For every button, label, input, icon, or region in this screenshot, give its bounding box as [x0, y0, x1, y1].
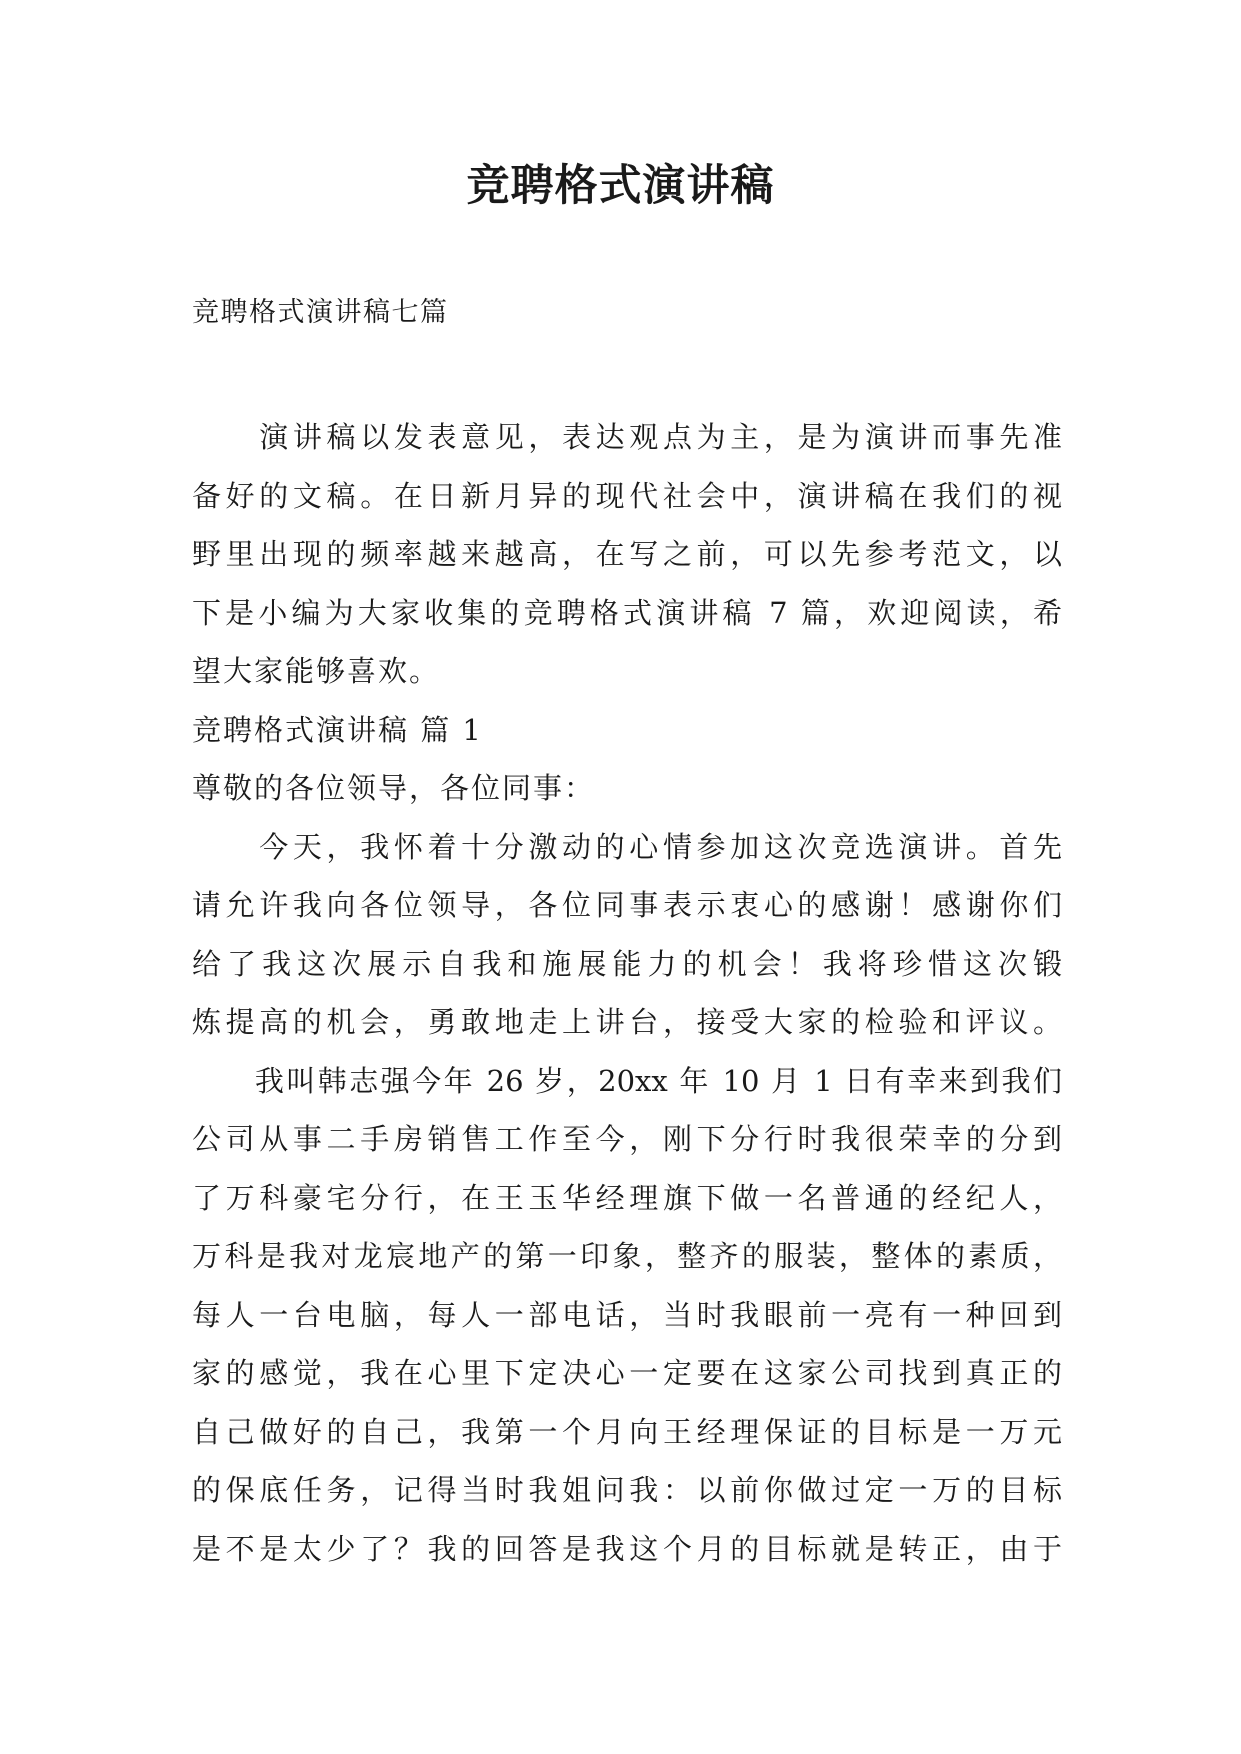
- body-line: 我叫韩志强今年 26 岁，20xx 年 10 月 1 日有幸来到我们: [192, 1063, 1062, 1098]
- body-line: 了万科豪宅分行，在王玉华经理旗下做一名普通的经纪人，: [192, 1180, 1062, 1215]
- body-line: 今天，我怀着十分激动的心情参加这次竞选演讲。首先: [192, 829, 1062, 864]
- body-line: 望大家能够喜欢。: [192, 654, 441, 688]
- body-line: 是不是太少了？我的回答是我这个月的目标就是转正，由于: [192, 1531, 1062, 1566]
- body-line: 给了我这次展示自我和施展能力的机会！我将珍惜这次锻: [192, 946, 1062, 981]
- body-line: 万科是我对龙宸地产的第一印象，整齐的服装，整体的素质，: [192, 1239, 1062, 1273]
- body-line: 的保底任务，记得当时我姐问我：以前你做过定一万的目标: [192, 1473, 1062, 1507]
- body-line: 公司从事二手房销售工作至今，刚下分行时我很荣幸的分到: [192, 1122, 1062, 1156]
- document-title: 竞聘格式演讲稿: [466, 161, 775, 211]
- body-line: 野里出现的频率越来越高，在写之前，可以先参考范文，以: [192, 537, 1062, 571]
- salutation: 尊敬的各位领导，各位同事：: [192, 771, 596, 805]
- body-line: 下是小编为大家收集的竞聘格式演讲稿 7 篇，欢迎阅读，希: [192, 595, 1062, 630]
- body-line: 家的感觉，我在心里下定决心一定要在这家公司找到真正的: [192, 1356, 1062, 1390]
- section-heading: 竞聘格式演讲稿 篇 1: [192, 712, 483, 747]
- body-line: 请允许我向各位领导，各位同事表示衷心的感谢！感谢你们: [192, 888, 1062, 922]
- document-body: [192, 408, 1062, 1578]
- body-line: 自己做好的自己，我第一个月向王经理保证的目标是一万元: [192, 1414, 1062, 1449]
- body-line: 炼提高的机会，勇敢地走上讲台，接受大家的检验和评议。: [192, 1005, 1062, 1039]
- body-line: 演讲稿以发表意见，表达观点为主，是为演讲而事先准: [192, 420, 1062, 454]
- body-line: 备好的文稿。在日新月异的现代社会中，演讲稿在我们的视: [192, 478, 1062, 513]
- body-line: 每人一台电脑，每人一部电话，当时我眼前一亮有一种回到: [192, 1297, 1062, 1332]
- document-subtitle: 竞聘格式演讲稿七篇: [192, 297, 449, 328]
